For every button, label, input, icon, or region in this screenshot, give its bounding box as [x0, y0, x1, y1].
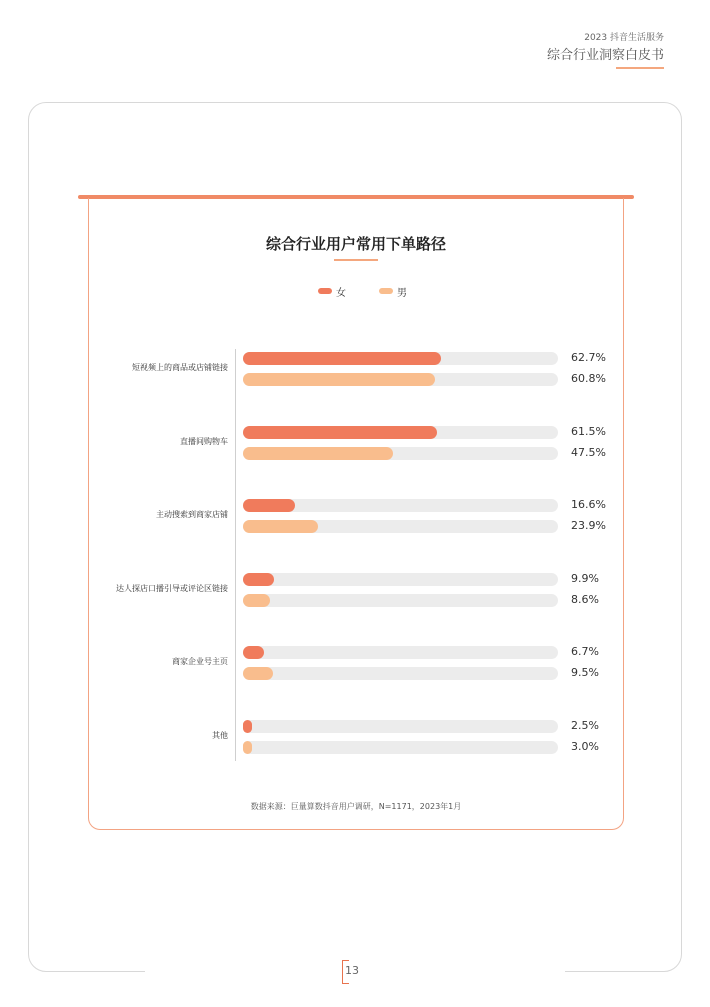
bar-female — [243, 352, 441, 365]
value-label-female: 6.7% — [571, 645, 599, 658]
category-label: 短视频上的商品或店铺链接 — [132, 363, 228, 372]
data-source: 数据来源：巨量算数抖音用户调研，N=1171，2023年1月 — [250, 802, 462, 811]
header-underline — [616, 67, 664, 69]
bar-male — [243, 447, 393, 460]
bar-female — [243, 573, 274, 586]
category-label: 达人探店口播引导或评论区链接 — [116, 583, 228, 593]
bar-track — [243, 594, 558, 607]
page-number: 13 — [344, 960, 360, 982]
legend-swatch-male — [379, 288, 393, 294]
legend — [0, 284, 710, 298]
value-label-male: 3.0% — [571, 739, 599, 753]
header-title: 综合行业洞察白皮书 — [546, 48, 664, 63]
value-label-female: 16.6% — [571, 498, 606, 511]
bar-track — [243, 720, 558, 733]
value-label-male: 47.5% — [571, 445, 606, 459]
bar-male — [243, 741, 252, 754]
bar-track — [243, 646, 558, 659]
legend-item-female — [318, 284, 346, 298]
legend-item-male — [379, 284, 407, 298]
chart-axis-line — [235, 349, 236, 761]
category-label: 其他 — [212, 730, 228, 740]
legend-swatch-female — [318, 288, 332, 294]
chart-title: 综合行业用户常用下单路径 — [265, 235, 446, 253]
legend-label-male: 男 — [397, 287, 407, 299]
header-subtitle: 2023 抖音生活服务 — [584, 33, 664, 43]
bar-track — [243, 667, 558, 680]
bar-male — [243, 594, 270, 607]
value-label-female: 61.5% — [571, 424, 606, 438]
bar-male — [243, 520, 318, 533]
bar-track — [243, 741, 558, 754]
value-label-male: 60.8% — [571, 372, 606, 385]
value-label-female: 2.5% — [571, 718, 599, 732]
value-label-male: 9.5% — [571, 666, 599, 679]
value-label-female: 9.9% — [571, 571, 599, 585]
category-label: 主动搜索到商家店铺 — [156, 510, 228, 519]
value-label-male: 23.9% — [571, 519, 606, 532]
value-label-male: 8.6% — [571, 592, 599, 606]
bar-female — [243, 426, 437, 439]
bar-male — [243, 373, 435, 386]
chart-title-underline — [334, 259, 378, 261]
bar-male — [243, 667, 273, 680]
bar-female — [243, 499, 295, 512]
value-label-female: 62.7% — [571, 351, 606, 364]
bar-track — [243, 573, 558, 586]
category-label: 商家企业号主页 — [172, 657, 228, 666]
category-label: 直播间购物车 — [180, 436, 228, 446]
bar-female — [243, 720, 252, 733]
bar-female — [243, 646, 264, 659]
legend-label-female: 女 — [336, 287, 346, 299]
